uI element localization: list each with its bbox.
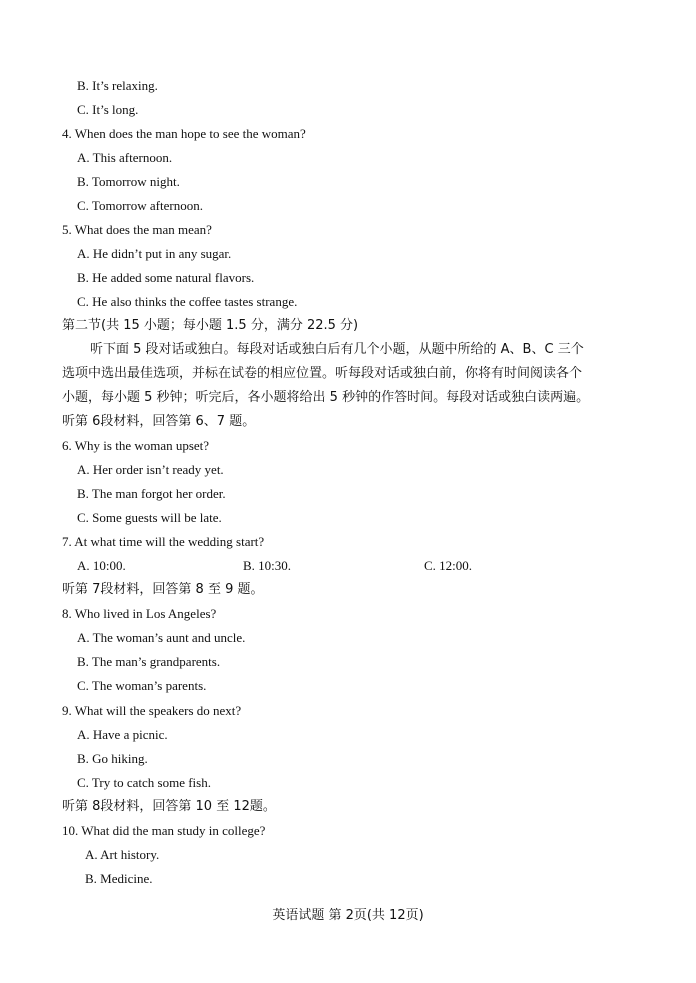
q6-stem: 6. Why is the woman upset? xyxy=(62,438,210,453)
q5-option-a: A. He didn’t put in any sugar. xyxy=(77,246,232,261)
q9-option-a: A. Have a picnic. xyxy=(77,727,168,742)
q8-stem: 8. Who lived in Los Angeles? xyxy=(62,606,217,621)
material-6-label: 听第 6段材料，回答第 6、7 题。 xyxy=(62,414,256,429)
q6-option-c: C. Some guests will be late. xyxy=(77,510,222,525)
q7-option-c: C. 12:00. xyxy=(424,558,473,573)
q7-option-a: A. 10:00. xyxy=(77,558,126,573)
q8-option-c: C. The woman’s parents. xyxy=(77,678,207,693)
q4-stem: 4. When does the man hope to see the woman? xyxy=(62,126,306,141)
q9-option-c: C. Try to catch some fish. xyxy=(77,775,211,790)
q5-option-b: B. He added some natural flavors. xyxy=(77,270,255,285)
q10-option-b: B. Medicine. xyxy=(85,871,153,886)
q8-option-b: B. The man’s grandparents. xyxy=(77,654,221,669)
q4-option-a: A. This afternoon. xyxy=(77,150,173,165)
q7-stem: 7. At what time will the wedding start? xyxy=(62,534,265,549)
q4-option-b: B. Tomorrow night. xyxy=(77,174,180,189)
material-7-label: 听第 7段材料，回答第 8 至 9 题。 xyxy=(62,582,264,597)
section2-instruction-line3: 小题，每小题 5 秒钟；听完后，各小题将给出 5 秒钟的作答时间。每段对话或独白读两遍。 xyxy=(62,390,590,405)
section2-heading: 第二节(共 15 小题；每小题 1.5 分，满分 22.5 分) xyxy=(62,318,359,333)
material-8-label: 听第 8段材料，回答第 10 至 12题。 xyxy=(62,799,276,814)
q9-option-b: B. Go hiking. xyxy=(77,751,148,766)
q2-option-b: B. It’s relaxing. xyxy=(77,78,158,93)
q5-option-c: C. He also thinks the coffee tastes strange. xyxy=(77,294,298,309)
page-footer: 英语试题 第 2页(共 12页) xyxy=(272,908,424,923)
q2-option-c: C. It’s long. xyxy=(77,102,139,117)
q9-stem: 9. What will the speakers do next? xyxy=(62,703,242,718)
q6-option-b: B. The man forgot her order. xyxy=(77,486,226,501)
q8-option-a: A. The woman’s aunt and uncle. xyxy=(77,630,246,645)
q5-stem: 5. What does the man mean? xyxy=(62,222,212,237)
q4-option-c: C. Tomorrow afternoon. xyxy=(77,198,203,213)
section2-instruction-line1: 听下面 5 段对话或独白。每段对话或独白后有几个小题，从题中所给的 A、B、C 三个 xyxy=(90,342,584,357)
section2-instruction-line2: 选项中选出最佳选项，并标在试卷的相应位置。听每段对话或独白前，你将有时间阅读各个 xyxy=(62,366,583,381)
q10-stem: 10. What did the man study in college? xyxy=(62,823,266,838)
q6-option-a: A. Her order isn’t ready yet. xyxy=(77,462,224,477)
q7-option-b: B. 10:30. xyxy=(243,558,292,573)
q10-option-a: A. Art history. xyxy=(85,847,160,862)
